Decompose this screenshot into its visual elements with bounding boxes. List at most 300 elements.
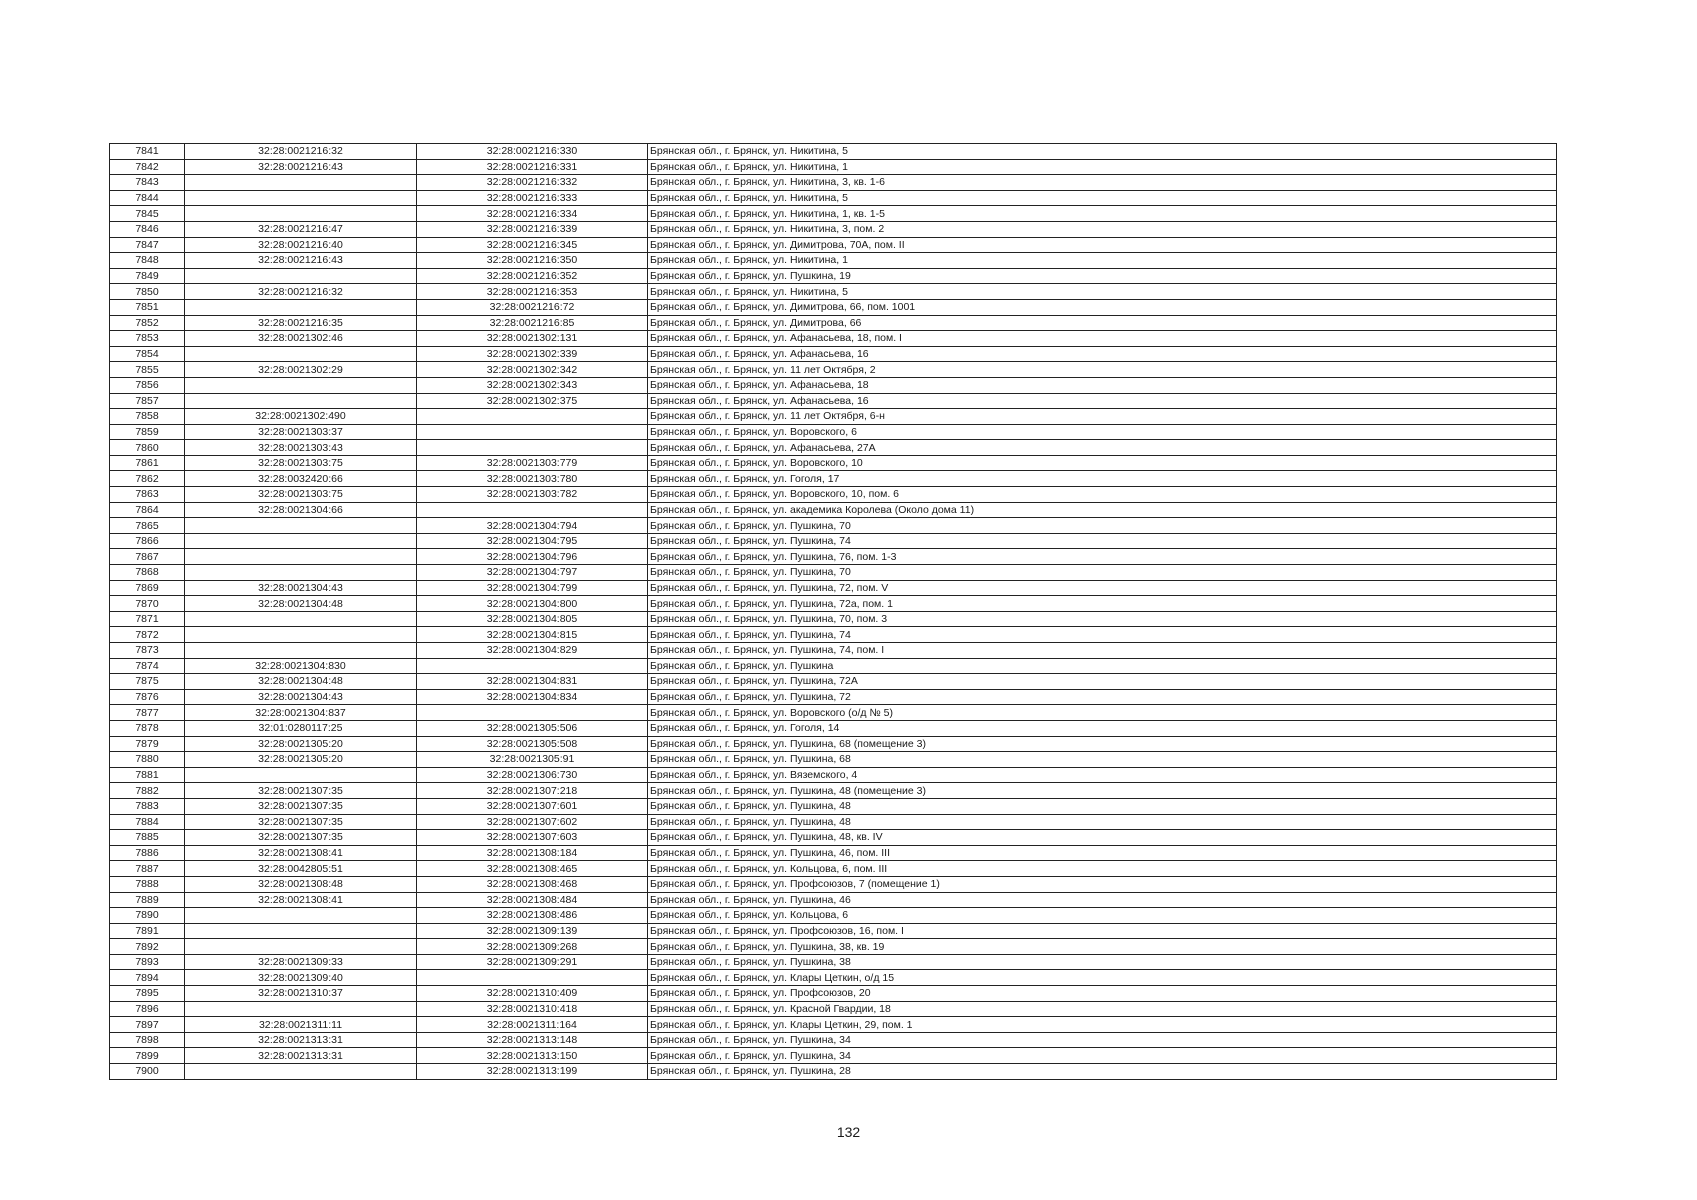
object-cadastral-number-cell: 32:28:0021216:72 — [417, 299, 648, 315]
address-cell: Брянская обл., г. Брянск, ул. Пушкина, 46, пом. III — [648, 845, 1557, 861]
object-cadastral-number-cell: 32:28:0021216:339 — [417, 221, 648, 237]
table-row — [110, 237, 1557, 253]
object-cadastral-number-cell: 32:28:0021216:332 — [417, 175, 648, 191]
address-cell: Брянская обл., г. Брянск, ул. Пушкина, 70 — [648, 565, 1557, 581]
object-cadastral-number-cell: 32:28:0021304:815 — [417, 627, 648, 643]
address-cell: Брянская обл., г. Брянск, ул. Пушкина — [648, 658, 1557, 674]
address-cell: Брянская обл., г. Брянск, ул. Пушкина, 70, пом. 3 — [648, 611, 1557, 627]
address-cell: Брянская обл., г. Брянск, ул. Гоголя, 14 — [648, 720, 1557, 736]
address-cell: Брянская обл., г. Брянск, ул. Пушкина, 74, пом. I — [648, 643, 1557, 659]
land-cadastral-number-cell: 32:28:0021216:43 — [185, 159, 417, 175]
object-cadastral-number-cell: 32:28:0021302:131 — [417, 331, 648, 347]
address-cell: Брянская обл., г. Брянск, ул. Димитрова, 66 — [648, 315, 1557, 331]
address-cell: Брянская обл., г. Брянск, ул. Пушкина, 34 — [648, 1048, 1557, 1064]
address-cell: Брянская обл., г. Брянск, ул. Красной Гвардии, 18 — [648, 1001, 1557, 1017]
row-number-cell: 7888 — [110, 876, 185, 892]
row-number-cell: 7863 — [110, 487, 185, 503]
land-cadastral-number-cell: 32:28:0021302:46 — [185, 331, 417, 347]
table-row — [110, 393, 1557, 409]
table-row — [110, 346, 1557, 362]
row-number-cell: 7880 — [110, 752, 185, 768]
address-cell: Брянская обл., г. Брянск, ул. Димитрова, 66, пом. 1001 — [648, 299, 1557, 315]
address-cell: Брянская обл., г. Брянск, ул. Пушкина, 72, пом. V — [648, 580, 1557, 596]
land-cadastral-number-cell: 32:28:0032420:66 — [185, 471, 417, 487]
table-row — [110, 986, 1557, 1002]
row-number-cell: 7866 — [110, 533, 185, 549]
object-cadastral-number-cell — [417, 502, 648, 518]
land-cadastral-number-cell: 32:28:0021308:41 — [185, 892, 417, 908]
land-cadastral-number-cell: 32:28:0021307:35 — [185, 798, 417, 814]
land-cadastral-number-cell — [185, 533, 417, 549]
row-number-cell: 7856 — [110, 377, 185, 393]
table-row — [110, 159, 1557, 175]
table-row — [110, 1017, 1557, 1033]
table-row — [110, 954, 1557, 970]
row-number-cell: 7882 — [110, 783, 185, 799]
object-cadastral-number-cell: 32:28:0021308:468 — [417, 876, 648, 892]
object-cadastral-number-cell: 32:28:0021307:218 — [417, 783, 648, 799]
table-row — [110, 674, 1557, 690]
object-cadastral-number-cell: 32:28:0021304:799 — [417, 580, 648, 596]
row-number-cell: 7862 — [110, 471, 185, 487]
address-cell: Брянская обл., г. Брянск, ул. Пушкина, 74 — [648, 533, 1557, 549]
object-cadastral-number-cell — [417, 424, 648, 440]
land-cadastral-number-cell — [185, 627, 417, 643]
object-cadastral-number-cell: 32:28:0021216:334 — [417, 206, 648, 222]
address-cell: Брянская обл., г. Брянск, ул. Афанасьева, 18, пом. I — [648, 331, 1557, 347]
object-cadastral-number-cell: 32:28:0021305:506 — [417, 720, 648, 736]
address-cell: Брянская обл., г. Брянск, ул. Пушкина, 48, кв. IV — [648, 830, 1557, 846]
table-row — [110, 643, 1557, 659]
land-cadastral-number-cell: 32:28:0021308:48 — [185, 876, 417, 892]
table-row — [110, 580, 1557, 596]
address-cell: Брянская обл., г. Брянск, ул. Пушкина, 68 (помещение 3) — [648, 736, 1557, 752]
address-cell: Брянская обл., г. Брянск, ул. Пушкина, 34 — [648, 1032, 1557, 1048]
object-cadastral-number-cell: 32:28:0021309:139 — [417, 923, 648, 939]
row-number-cell: 7897 — [110, 1017, 185, 1033]
row-number-cell: 7851 — [110, 299, 185, 315]
table-row — [110, 471, 1557, 487]
row-number-cell: 7848 — [110, 253, 185, 269]
table-row — [110, 424, 1557, 440]
row-number-cell: 7895 — [110, 986, 185, 1002]
land-cadastral-number-cell — [185, 206, 417, 222]
table-row — [110, 627, 1557, 643]
property-table — [109, 143, 1557, 1080]
land-cadastral-number-cell — [185, 268, 417, 284]
land-cadastral-number-cell: 32:28:0021305:20 — [185, 752, 417, 768]
table-row — [110, 876, 1557, 892]
address-cell: Брянская обл., г. Брянск, ул. Воровского, 10, пом. 6 — [648, 487, 1557, 503]
address-cell: Брянская обл., г. Брянск, ул. Профсоюзов, 7 (помещение 1) — [648, 876, 1557, 892]
object-cadastral-number-cell: 32:28:0021303:780 — [417, 471, 648, 487]
address-cell: Брянская обл., г. Брянск, ул. Пушкина, 38, кв. 19 — [648, 939, 1557, 955]
object-cadastral-number-cell: 32:28:0021302:375 — [417, 393, 648, 409]
land-cadastral-number-cell: 32:28:0021216:43 — [185, 253, 417, 269]
address-cell: Брянская обл., г. Брянск, ул. Никитина, 5 — [648, 190, 1557, 206]
row-number-cell: 7891 — [110, 923, 185, 939]
row-number-cell: 7846 — [110, 221, 185, 237]
row-number-cell: 7884 — [110, 814, 185, 830]
address-cell: Брянская обл., г. Брянск, ул. Кольцова, 6 — [648, 908, 1557, 924]
land-cadastral-number-cell: 32:28:0021216:35 — [185, 315, 417, 331]
table-row — [110, 362, 1557, 378]
object-cadastral-number-cell: 32:28:0021305:508 — [417, 736, 648, 752]
row-number-cell: 7874 — [110, 658, 185, 674]
land-cadastral-number-cell: 32:28:0021307:35 — [185, 830, 417, 846]
property-table-body — [110, 144, 1557, 1080]
table-row — [110, 1001, 1557, 1017]
land-cadastral-number-cell: 32:28:0021304:66 — [185, 502, 417, 518]
land-cadastral-number-cell: 32:28:0021303:37 — [185, 424, 417, 440]
land-cadastral-number-cell — [185, 908, 417, 924]
address-cell: Брянская обл., г. Брянск, ул. Афанасьева, 16 — [648, 393, 1557, 409]
row-number-cell: 7881 — [110, 767, 185, 783]
address-cell: Брянская обл., г. Брянск, ул. Пушкина, 74 — [648, 627, 1557, 643]
row-number-cell: 7864 — [110, 502, 185, 518]
row-number-cell: 7852 — [110, 315, 185, 331]
row-number-cell: 7859 — [110, 424, 185, 440]
land-cadastral-number-cell — [185, 549, 417, 565]
table-row — [110, 1048, 1557, 1064]
address-cell: Брянская обл., г. Брянск, ул. Пушкина, 68 — [648, 752, 1557, 768]
row-number-cell: 7877 — [110, 705, 185, 721]
object-cadastral-number-cell: 32:28:0021313:148 — [417, 1032, 648, 1048]
land-cadastral-number-cell: 32:28:0021309:40 — [185, 970, 417, 986]
address-cell: Брянская обл., г. Брянск, ул. Афанасьева, 27А — [648, 440, 1557, 456]
land-cadastral-number-cell: 32:28:0021311:11 — [185, 1017, 417, 1033]
land-cadastral-number-cell: 32:28:0021307:35 — [185, 814, 417, 830]
land-cadastral-number-cell: 32:28:0021302:490 — [185, 409, 417, 425]
land-cadastral-number-cell — [185, 518, 417, 534]
table-row — [110, 502, 1557, 518]
row-number-cell: 7878 — [110, 720, 185, 736]
row-number-cell: 7893 — [110, 954, 185, 970]
row-number-cell: 7899 — [110, 1048, 185, 1064]
address-cell: Брянская обл., г. Брянск, ул. Пушкина, 48 (помещение 3) — [648, 783, 1557, 799]
land-cadastral-number-cell: 32:28:0021305:20 — [185, 736, 417, 752]
object-cadastral-number-cell: 32:28:0021216:352 — [417, 268, 648, 284]
address-cell: Брянская обл., г. Брянск, ул. Пушкина, 38 — [648, 954, 1557, 970]
object-cadastral-number-cell: 32:28:0021304:829 — [417, 643, 648, 659]
address-cell: Брянская обл., г. Брянск, ул. Воровского, 6 — [648, 424, 1557, 440]
table-row — [110, 923, 1557, 939]
object-cadastral-number-cell — [417, 409, 648, 425]
land-cadastral-number-cell — [185, 190, 417, 206]
address-cell: Брянская обл., г. Брянск, ул. академика Королева (Около дома 11) — [648, 502, 1557, 518]
table-row — [110, 487, 1557, 503]
row-number-cell: 7870 — [110, 596, 185, 612]
table-row — [110, 331, 1557, 347]
address-cell: Брянская обл., г. Брянск, ул. Гоголя, 17 — [648, 471, 1557, 487]
row-number-cell: 7898 — [110, 1032, 185, 1048]
address-cell: Брянская обл., г. Брянск, ул. Пушкина, 72А — [648, 674, 1557, 690]
object-cadastral-number-cell: 32:28:0021303:779 — [417, 455, 648, 471]
object-cadastral-number-cell: 32:28:0021313:199 — [417, 1064, 648, 1080]
table-row — [110, 658, 1557, 674]
object-cadastral-number-cell: 32:28:0021306:730 — [417, 767, 648, 783]
object-cadastral-number-cell — [417, 440, 648, 456]
object-cadastral-number-cell: 32:28:0021308:484 — [417, 892, 648, 908]
land-cadastral-number-cell: 32:28:0021303:43 — [185, 440, 417, 456]
table-row — [110, 830, 1557, 846]
object-cadastral-number-cell: 32:28:0021302:339 — [417, 346, 648, 362]
address-cell: Брянская обл., г. Брянск, ул. Пушкина, 28 — [648, 1064, 1557, 1080]
table-row — [110, 720, 1557, 736]
land-cadastral-number-cell — [185, 377, 417, 393]
table-row — [110, 315, 1557, 331]
land-cadastral-number-cell: 32:28:0021313:31 — [185, 1048, 417, 1064]
table-row — [110, 861, 1557, 877]
address-cell: Брянская обл., г. Брянск, ул. Вяземского, 4 — [648, 767, 1557, 783]
land-cadastral-number-cell — [185, 643, 417, 659]
object-cadastral-number-cell: 32:28:0021304:797 — [417, 565, 648, 581]
address-cell: Брянская обл., г. Брянск, ул. Профсоюзов, 20 — [648, 986, 1557, 1002]
row-number-cell: 7842 — [110, 159, 185, 175]
land-cadastral-number-cell: 32:28:0021216:47 — [185, 221, 417, 237]
address-cell: Брянская обл., г. Брянск, ул. Пушкина, 72 — [648, 689, 1557, 705]
address-cell: Брянская обл., г. Брянск, ул. Афанасьева, 18 — [648, 377, 1557, 393]
land-cadastral-number-cell: 32:28:0021303:75 — [185, 455, 417, 471]
address-cell: Брянская обл., г. Брянск, ул. Клары Цеткин, 29, пом. 1 — [648, 1017, 1557, 1033]
land-cadastral-number-cell: 32:28:0021307:35 — [185, 783, 417, 799]
address-cell: Брянская обл., г. Брянск, ул. Пушкина, 48 — [648, 798, 1557, 814]
land-cadastral-number-cell — [185, 393, 417, 409]
address-cell: Брянская обл., г. Брянск, ул. 11 лет Октября, 2 — [648, 362, 1557, 378]
table-row — [110, 1032, 1557, 1048]
land-cadastral-number-cell — [185, 1001, 417, 1017]
object-cadastral-number-cell: 32:28:0021311:164 — [417, 1017, 648, 1033]
row-number-cell: 7872 — [110, 627, 185, 643]
land-cadastral-number-cell — [185, 299, 417, 315]
object-cadastral-number-cell: 32:28:0021216:85 — [417, 315, 648, 331]
address-cell: Брянская обл., г. Брянск, ул. 11 лет Октября, 6-н — [648, 409, 1557, 425]
object-cadastral-number-cell: 32:28:0021304:795 — [417, 533, 648, 549]
land-cadastral-number-cell — [185, 939, 417, 955]
table-row — [110, 845, 1557, 861]
address-cell: Брянская обл., г. Брянск, ул. Кольцова, 6, пом. III — [648, 861, 1557, 877]
address-cell: Брянская обл., г. Брянск, ул. Пушкина, 72а, пом. 1 — [648, 596, 1557, 612]
row-number-cell: 7849 — [110, 268, 185, 284]
address-cell: Брянская обл., г. Брянск, ул. Никитина, 3, пом. 2 — [648, 221, 1557, 237]
address-cell: Брянская обл., г. Брянск, ул. Никитина, 3, кв. 1-6 — [648, 175, 1557, 191]
table-row — [110, 549, 1557, 565]
table-row — [110, 611, 1557, 627]
object-cadastral-number-cell: 32:28:0021307:602 — [417, 814, 648, 830]
object-cadastral-number-cell — [417, 658, 648, 674]
land-cadastral-number-cell: 32:28:0021304:43 — [185, 689, 417, 705]
object-cadastral-number-cell: 32:28:0021216:345 — [417, 237, 648, 253]
table-row — [110, 299, 1557, 315]
row-number-cell: 7858 — [110, 409, 185, 425]
address-cell: Брянская обл., г. Брянск, ул. Никитина, 1, кв. 1-5 — [648, 206, 1557, 222]
row-number-cell: 7886 — [110, 845, 185, 861]
table-row — [110, 455, 1557, 471]
land-cadastral-number-cell — [185, 923, 417, 939]
address-cell: Брянская обл., г. Брянск, ул. Никитина, 1 — [648, 159, 1557, 175]
row-number-cell: 7847 — [110, 237, 185, 253]
land-cadastral-number-cell: 32:28:0021304:48 — [185, 596, 417, 612]
address-cell: Брянская обл., г. Брянск, ул. Никитина, 1 — [648, 253, 1557, 269]
table-row — [110, 175, 1557, 191]
table-row — [110, 908, 1557, 924]
address-cell: Брянская обл., г. Брянск, ул. Никитина, 5 — [648, 284, 1557, 300]
row-number-cell: 7892 — [110, 939, 185, 955]
row-number-cell: 7885 — [110, 830, 185, 846]
object-cadastral-number-cell: 32:28:0021216:350 — [417, 253, 648, 269]
row-number-cell: 7871 — [110, 611, 185, 627]
table-row — [110, 533, 1557, 549]
land-cadastral-number-cell: 32:28:0042805:51 — [185, 861, 417, 877]
row-number-cell: 7879 — [110, 736, 185, 752]
row-number-cell: 7896 — [110, 1001, 185, 1017]
land-cadastral-number-cell: 32:28:0021308:41 — [185, 845, 417, 861]
table-row — [110, 736, 1557, 752]
address-cell: Брянская обл., г. Брянск, ул. Пушкина, 46 — [648, 892, 1557, 908]
address-cell: Брянская обл., г. Брянск, ул. Афанасьева, 16 — [648, 346, 1557, 362]
table-row — [110, 939, 1557, 955]
address-cell: Брянская обл., г. Брянск, ул. Пушкина, 48 — [648, 814, 1557, 830]
table-row — [110, 190, 1557, 206]
address-cell: Брянская обл., г. Брянск, ул. Воровского, 10 — [648, 455, 1557, 471]
address-cell: Брянская обл., г. Брянск, ул. Никитина, 5 — [648, 144, 1557, 160]
table-row — [110, 767, 1557, 783]
address-cell: Брянская обл., г. Брянск, ул. Пушкина, 70 — [648, 518, 1557, 534]
table-row — [110, 221, 1557, 237]
address-cell: Брянская обл., г. Брянск, ул. Пушкина, 76, пом. 1-3 — [648, 549, 1557, 565]
row-number-cell: 7873 — [110, 643, 185, 659]
land-cadastral-number-cell: 32:28:0021216:32 — [185, 144, 417, 160]
land-cadastral-number-cell: 32:28:0021302:29 — [185, 362, 417, 378]
land-cadastral-number-cell: 32:28:0021304:43 — [185, 580, 417, 596]
table-row — [110, 377, 1557, 393]
object-cadastral-number-cell: 32:28:0021304:800 — [417, 596, 648, 612]
row-number-cell: 7889 — [110, 892, 185, 908]
address-cell: Брянская обл., г. Брянск, ул. Профсоюзов, 16, пом. I — [648, 923, 1557, 939]
object-cadastral-number-cell: 32:28:0021216:333 — [417, 190, 648, 206]
object-cadastral-number-cell — [417, 705, 648, 721]
table-row — [110, 596, 1557, 612]
land-cadastral-number-cell: 32:28:0021309:33 — [185, 954, 417, 970]
table-row — [110, 565, 1557, 581]
object-cadastral-number-cell: 32:28:0021305:91 — [417, 752, 648, 768]
object-cadastral-number-cell: 32:28:0021303:782 — [417, 487, 648, 503]
row-number-cell: 7867 — [110, 549, 185, 565]
table-row — [110, 752, 1557, 768]
land-cadastral-number-cell: 32:01:0280117:25 — [185, 720, 417, 736]
land-cadastral-number-cell — [185, 175, 417, 191]
table-row — [110, 144, 1557, 160]
land-cadastral-number-cell: 32:28:0021304:830 — [185, 658, 417, 674]
object-cadastral-number-cell: 32:28:0021308:465 — [417, 861, 648, 877]
object-cadastral-number-cell — [417, 970, 648, 986]
address-cell: Брянская обл., г. Брянск, ул. Клары Цеткин, о/д 15 — [648, 970, 1557, 986]
object-cadastral-number-cell: 32:28:0021216:331 — [417, 159, 648, 175]
object-cadastral-number-cell: 32:28:0021309:291 — [417, 954, 648, 970]
object-cadastral-number-cell: 32:28:0021304:834 — [417, 689, 648, 705]
object-cadastral-number-cell: 32:28:0021304:805 — [417, 611, 648, 627]
row-number-cell: 7883 — [110, 798, 185, 814]
object-cadastral-number-cell: 32:28:0021308:184 — [417, 845, 648, 861]
address-cell: Брянская обл., г. Брянск, ул. Пушкина, 19 — [648, 268, 1557, 284]
object-cadastral-number-cell: 32:28:0021307:603 — [417, 830, 648, 846]
land-cadastral-number-cell: 32:28:0021303:75 — [185, 487, 417, 503]
table-row — [110, 783, 1557, 799]
object-cadastral-number-cell: 32:28:0021309:268 — [417, 939, 648, 955]
table-row — [110, 268, 1557, 284]
table-row — [110, 970, 1557, 986]
object-cadastral-number-cell: 32:28:0021304:794 — [417, 518, 648, 534]
object-cadastral-number-cell: 32:28:0021302:342 — [417, 362, 648, 378]
table-row — [110, 518, 1557, 534]
table-row — [110, 1064, 1557, 1080]
object-cadastral-number-cell: 32:28:0021308:486 — [417, 908, 648, 924]
row-number-cell: 7865 — [110, 518, 185, 534]
address-cell: Брянская обл., г. Брянск, ул. Димитрова, 70А, пом. II — [648, 237, 1557, 253]
table-row — [110, 814, 1557, 830]
land-cadastral-number-cell — [185, 611, 417, 627]
row-number-cell: 7869 — [110, 580, 185, 596]
row-number-cell: 7860 — [110, 440, 185, 456]
land-cadastral-number-cell — [185, 1064, 417, 1080]
page-number: 132 — [836, 1124, 861, 1140]
object-cadastral-number-cell: 32:28:0021216:353 — [417, 284, 648, 300]
table-row — [110, 798, 1557, 814]
row-number-cell: 7875 — [110, 674, 185, 690]
row-number-cell: 7894 — [110, 970, 185, 986]
row-number-cell: 7854 — [110, 346, 185, 362]
row-number-cell: 7861 — [110, 455, 185, 471]
row-number-cell: 7843 — [110, 175, 185, 191]
object-cadastral-number-cell: 32:28:0021310:409 — [417, 986, 648, 1002]
row-number-cell: 7841 — [110, 144, 185, 160]
table-row — [110, 253, 1557, 269]
land-cadastral-number-cell — [185, 767, 417, 783]
row-number-cell: 7900 — [110, 1064, 185, 1080]
row-number-cell: 7845 — [110, 206, 185, 222]
land-cadastral-number-cell — [185, 346, 417, 362]
land-cadastral-number-cell: 32:28:0021310:37 — [185, 986, 417, 1002]
object-cadastral-number-cell: 32:28:0021307:601 — [417, 798, 648, 814]
object-cadastral-number-cell: 32:28:0021216:330 — [417, 144, 648, 160]
table-row — [110, 206, 1557, 222]
row-number-cell: 7887 — [110, 861, 185, 877]
land-cadastral-number-cell: 32:28:0021216:40 — [185, 237, 417, 253]
row-number-cell: 7868 — [110, 565, 185, 581]
land-cadastral-number-cell: 32:28:0021216:32 — [185, 284, 417, 300]
object-cadastral-number-cell: 32:28:0021304:796 — [417, 549, 648, 565]
object-cadastral-number-cell: 32:28:0021313:150 — [417, 1048, 648, 1064]
row-number-cell: 7857 — [110, 393, 185, 409]
land-cadastral-number-cell: 32:28:0021304:48 — [185, 674, 417, 690]
row-number-cell: 7844 — [110, 190, 185, 206]
row-number-cell: 7855 — [110, 362, 185, 378]
row-number-cell: 7853 — [110, 331, 185, 347]
land-cadastral-number-cell: 32:28:0021313:31 — [185, 1032, 417, 1048]
row-number-cell: 7850 — [110, 284, 185, 300]
object-cadastral-number-cell: 32:28:0021304:831 — [417, 674, 648, 690]
table-row — [110, 892, 1557, 908]
land-cadastral-number-cell — [185, 565, 417, 581]
table-row — [110, 440, 1557, 456]
object-cadastral-number-cell: 32:28:0021302:343 — [417, 377, 648, 393]
table-row — [110, 409, 1557, 425]
object-cadastral-number-cell: 32:28:0021310:418 — [417, 1001, 648, 1017]
address-cell: Брянская обл., г. Брянск, ул. Воровского (о/д № 5) — [648, 705, 1557, 721]
table-row — [110, 689, 1557, 705]
row-number-cell: 7890 — [110, 908, 185, 924]
table-row — [110, 284, 1557, 300]
